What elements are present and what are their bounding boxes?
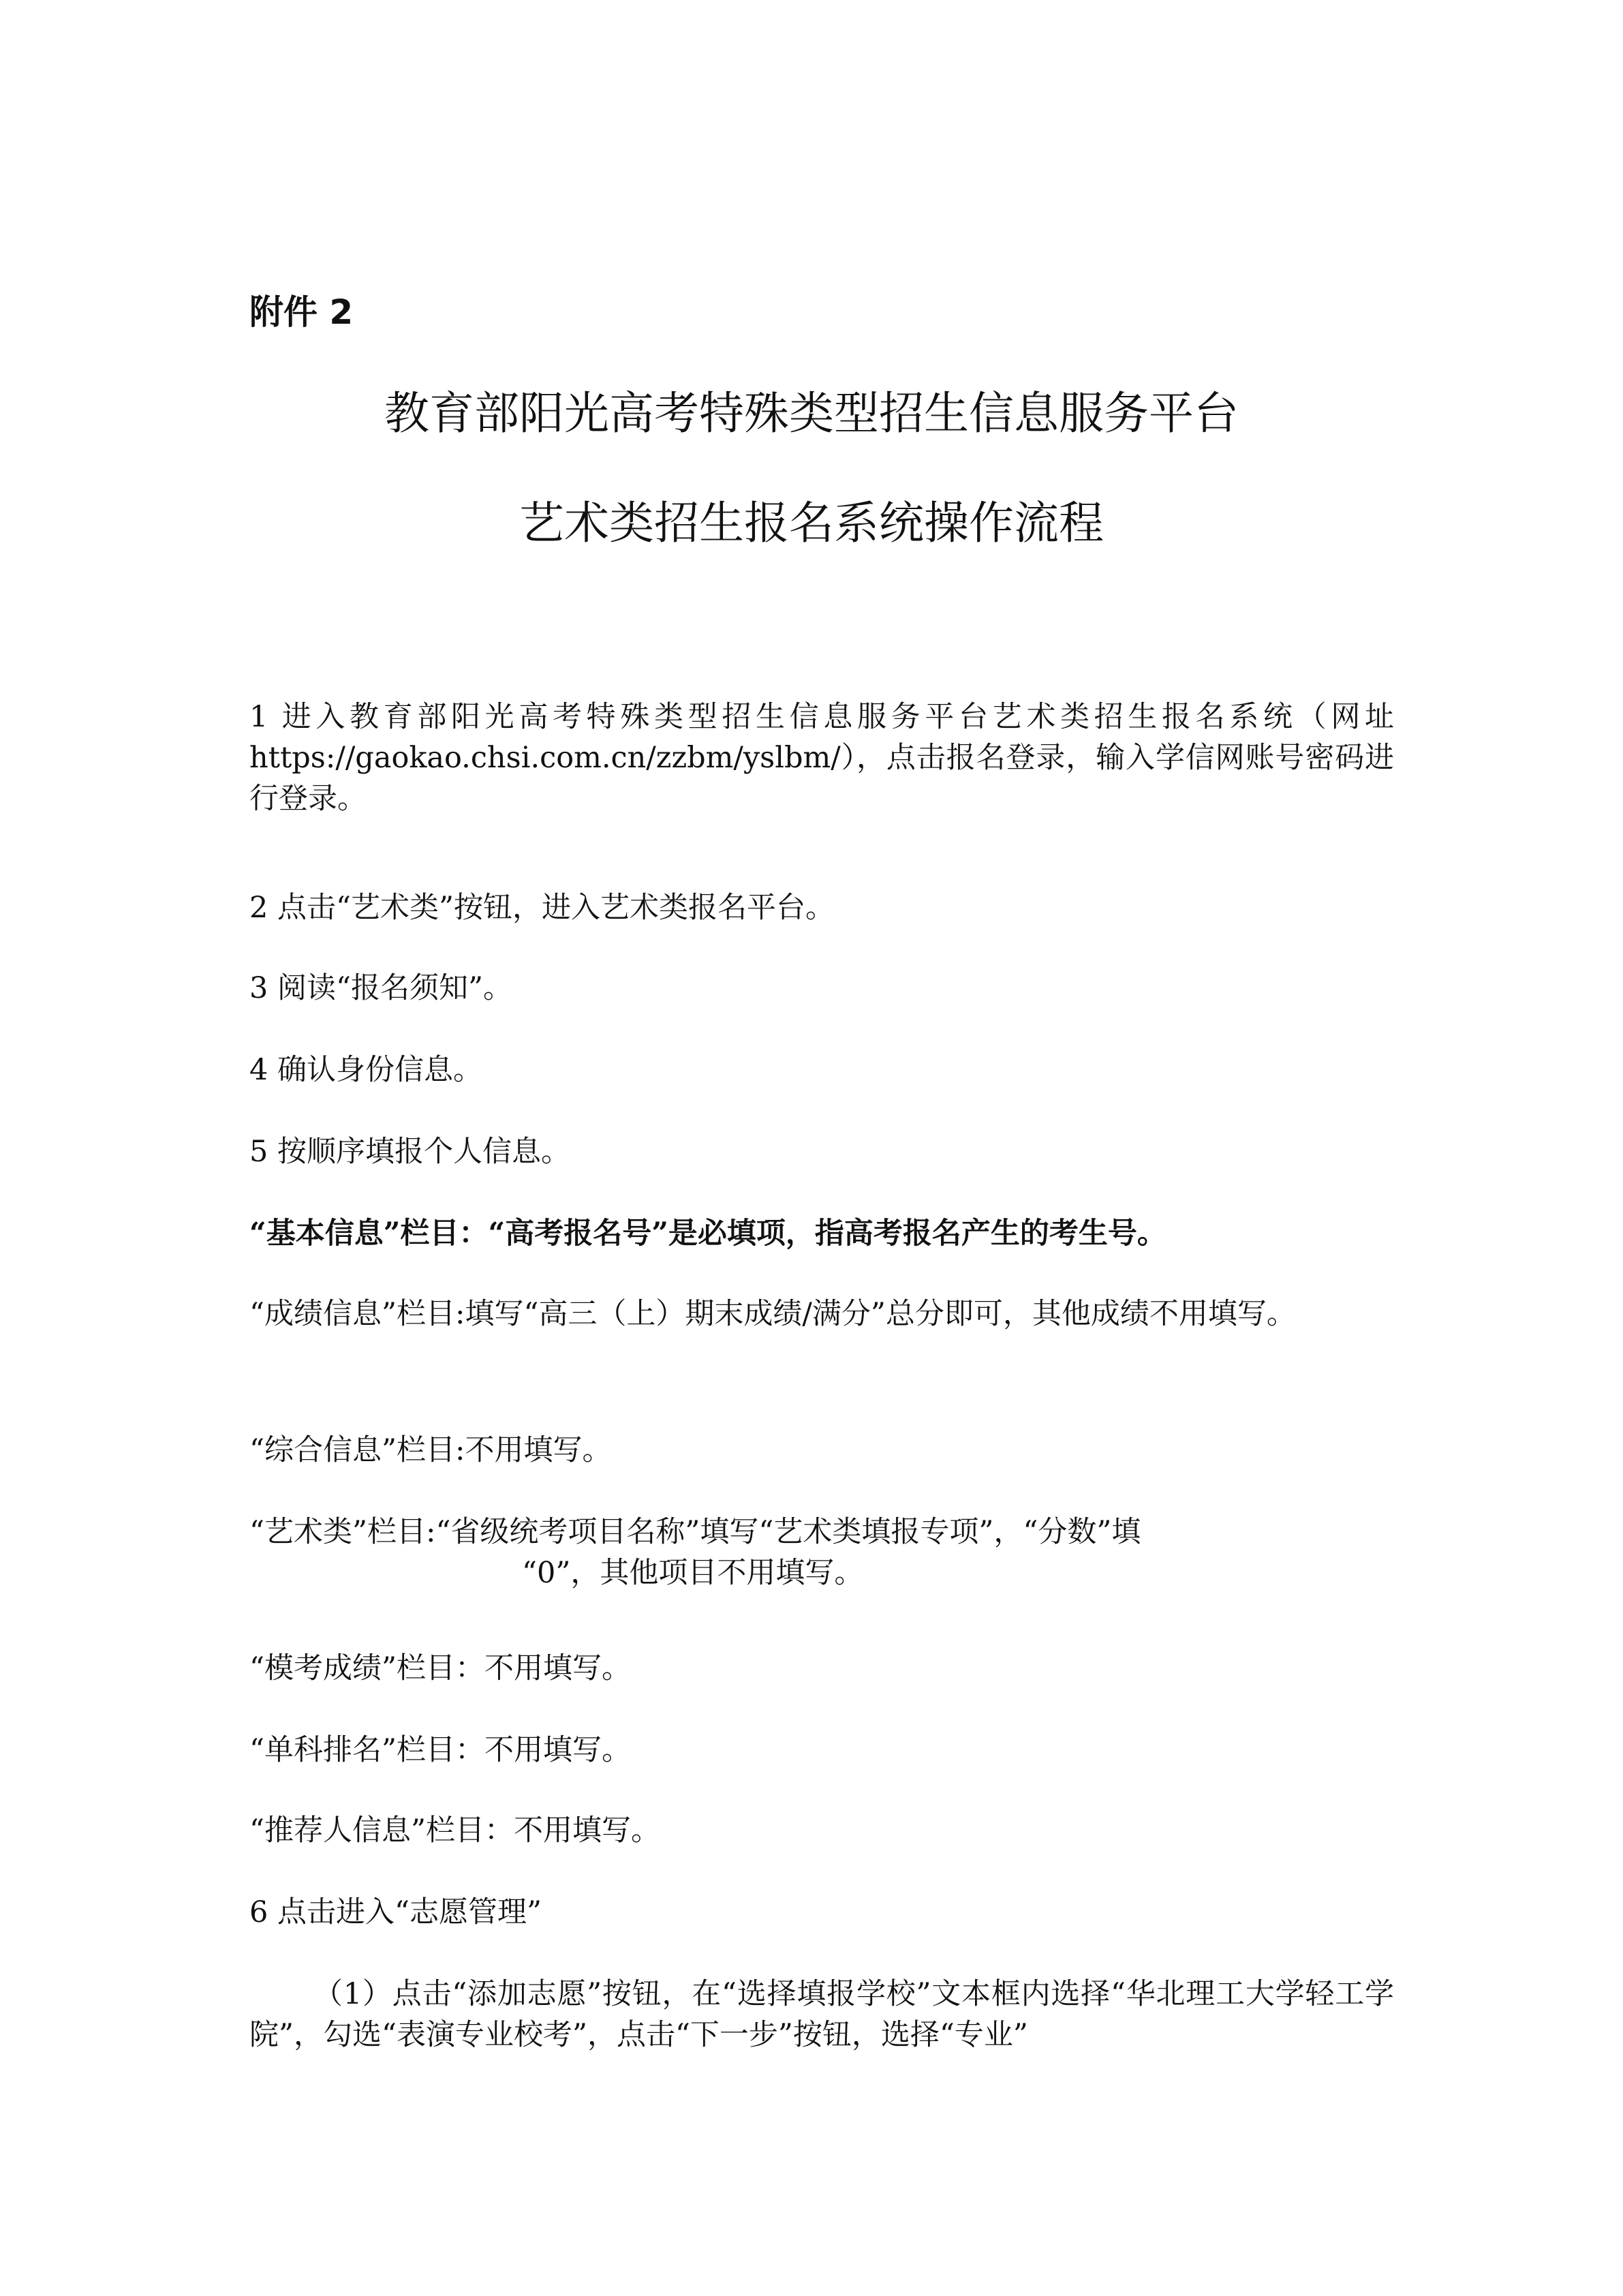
document-title-line-1: 教育部阳光高考特殊类型招生信息服务平台 bbox=[384, 387, 1239, 440]
document-title-line-2: 艺术类招生报名系统操作流程 bbox=[519, 497, 1104, 549]
paragraph-step-1: 1 进入教育部阳光高考特殊类型招生信息服务平台艺术类招生报名系统（网址 https://gaokao.chsi.com.cn/zzbm/yslbm/），点击报名登录，输入学信网账号密码进行登录。 bbox=[249, 700, 1394, 816]
paragraph-step-3: 3 阅读“报名须知”。 bbox=[249, 971, 512, 1005]
paragraph-step-4: 4 确认身份信息。 bbox=[249, 1053, 483, 1087]
paragraph-step-5: 5 按顺序填报个人信息。 bbox=[249, 1135, 571, 1169]
paragraph-art-category bbox=[249, 1512, 1394, 1593]
paragraph-subject-rank: “单科排名”栏目：不用填写。 bbox=[249, 1733, 631, 1767]
paragraph-step-6: 6 点击进入“志愿管理” bbox=[249, 1895, 542, 1929]
paragraph-art-category-line-2: “0”，其他项目不用填写。 bbox=[522, 1556, 864, 1590]
paragraph-score-info: “成绩信息”栏目:填写“高三（上）期末成绩/满分”总分即可，其他成绩不用填写。 bbox=[249, 1297, 1296, 1331]
paragraph-mock-exam: “模考成绩”栏目：不用填写。 bbox=[249, 1651, 631, 1685]
paragraph-step-2: 2 点击“艺术类”按钮，进入艺术类报名平台。 bbox=[249, 891, 835, 925]
paragraph-comprehensive-info: “综合信息”栏目:不用填写。 bbox=[249, 1433, 612, 1467]
paragraph-basic-info: “基本信息”栏目：“高考报名号”是必填项，指高考报名产生的考生号。 bbox=[249, 1216, 1166, 1251]
attachment-label: 附件 2 bbox=[249, 292, 354, 332]
paragraph-recommender-info: “推荐人信息”栏目：不用填写。 bbox=[249, 1813, 660, 1848]
paragraph-step-6-1: （1）点击“添加志愿”按钮，在“选择填报学校”文本框内选择“华北理工大学轻工学院”，勾选“表演专业校考”，点击“下一步”按钮，选择“专业” bbox=[249, 1977, 1394, 2052]
paragraph-art-category-line-1: “艺术类”栏目:“省级统考项目名称”填写“艺术类填报专项”，“分数”填 bbox=[249, 1515, 1141, 1549]
